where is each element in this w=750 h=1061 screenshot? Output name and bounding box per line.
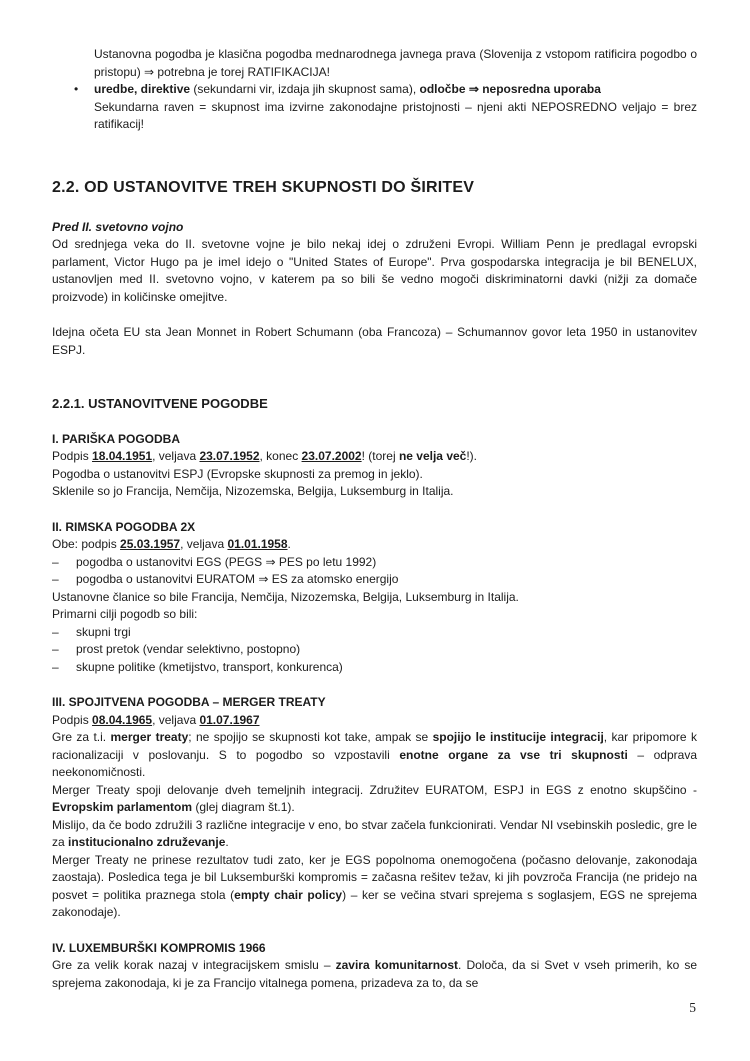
paragraph-text: Gre za t.i. merger treaty; ne spojijo se skupnosti kot take, ampak se spojijo le institucije integracij, kar pripomore k racionalizaciji v poslovanju. S to pogodbo so vzpostavili enotne organe za vse tri skupnosti – odprava neekonomičnosti. xyxy=(52,730,697,779)
dash-icon: – xyxy=(52,572,59,586)
bullet-text: uredbe, direktive (sekundarni vir, izdaja jih skupnost sama), odločbe ⇒ neposredna uporaba Sekundarna raven = skupnost ima izvirne zakonodajne pristojnosti – njeni akti NEPOSREDNO veljajo = brez ratifikacij! xyxy=(94,82,697,131)
dash-item-common-markets xyxy=(52,624,697,642)
line-merger-dates xyxy=(52,712,697,730)
list-item-text: pogodba o ustanovitvi EURATOM ⇒ ES za atomsko energijo xyxy=(76,572,399,586)
heading-pariska-pogodba xyxy=(52,431,697,449)
section-heading-2-2-1 xyxy=(52,395,697,413)
subheading-text: Pred II. svetovno vojno xyxy=(52,219,184,234)
paragraph-pre-wwii-history xyxy=(52,236,697,306)
paragraph-luxembourg-compromise-origin xyxy=(52,852,697,922)
subheading-pred-ii-svetovno-vojno xyxy=(52,219,697,237)
paragraph-merger-institutional xyxy=(52,817,697,852)
heading-text: II. RIMSKA POGODBA 2X xyxy=(52,519,196,534)
line-text: Podpis 08.04.1965, veljava 01.07.1967 xyxy=(52,712,260,727)
bullet-item-regulations-directives xyxy=(74,81,697,134)
dash-item-common-policies xyxy=(52,659,697,677)
paragraph-founding-fathers xyxy=(52,324,697,359)
paragraph-founding-treaty xyxy=(94,46,697,81)
heading-text: 2.2.1. USTANOVITVENE POGODBE xyxy=(52,396,268,411)
line-text: Podpis 18.04.1951, veljava 23.07.1952, konec 23.07.2002! (torej ne velja več!). xyxy=(52,449,478,463)
line-pariska-dates xyxy=(52,448,697,466)
dash-item-egs xyxy=(52,554,697,572)
line-text: Sklenile so jo Francija, Nemčija, Nizozemska, Belgija, Luksemburg in Italija. xyxy=(52,484,454,498)
paragraph-luxembourg-description xyxy=(52,957,697,992)
list-item-text: prost pretok (vendar selektivno, postopno) xyxy=(76,642,301,656)
paragraph-text: Gre za velik korak nazaj v integracijskem smislu – zavira komunitarnost. Določa, da si Svet v vseh primerih, ko se sprejema zakonodaja, ki je za Francijo vitalnega pomena, prizadeva za to, da se xyxy=(52,958,697,990)
line-text: Ustanovne članice so bile Francija, Nemčija, Nizozemska, Belgija, Luksemburg in Italija. xyxy=(52,589,519,604)
paragraph-text: Od srednjega veka do II. svetovne vojne je bilo nekaj idej o združeni Evropi. William Penn je predlagal evropski parlament, Victor Hugo pa je imel idejo o "United States of Europe". Prva gospodarska integracija je bil BENELUX, ustanovljen med II. svetovno vojno, v katerem pa so bili še vedno mogoči diskriminatorni davki (nižji za domače proizvode) in količinske omejitve. xyxy=(52,237,697,304)
line-text: Pogodba o ustanovitvi ESPJ (Evropske skupnosti za premog in jeklo). xyxy=(52,466,423,481)
heading-text: III. SPOJITVENA POGODBA – MERGER TREATY xyxy=(52,695,326,709)
heading-text: 2.2. OD USTANOVITVE TREH SKUPNOSTI DO ŠIRITEV xyxy=(52,178,475,196)
bullet-icon: • xyxy=(74,82,79,96)
paragraph-text: Merger Treaty spoji delovanje dveh temeljnih integracij. Združitev EURATOM, ESPJ in EGS z enotno skupščino - Evropskim parlamentom (glej diagram št.1). xyxy=(52,782,697,814)
heading-text: IV. LUXEMBURŠKI KOMPROMIS 1966 xyxy=(52,940,266,955)
paragraph-merger-description xyxy=(52,729,697,782)
line-text: Primarni cilji pogodb so bili: xyxy=(52,607,198,621)
line-text: Obe: podpis 25.03.1957, veljava 01.01.1958. xyxy=(52,537,291,551)
list-item-text: skupne politike (kmetijstvo, transport, konkurenca) xyxy=(76,659,343,674)
section-heading-2-2 xyxy=(52,178,697,198)
heading-text: I. PARIŠKA POGODBA xyxy=(52,431,181,446)
line-pariska-espj xyxy=(52,466,697,484)
dash-icon: – xyxy=(52,659,59,674)
heading-merger-treaty xyxy=(52,694,697,712)
line-rimska-members xyxy=(52,589,697,607)
list-item-text: skupni trgi xyxy=(76,624,131,639)
dash-icon: – xyxy=(52,624,59,639)
paragraph-text: Merger Treaty ne prinese rezultatov tudi zato, ker je EGS popolnoma onemogočena (počasno delovanje, zakonodaja zaostaja). Posledica tega je bil Luksemburški kompromis = začasna rešitev težav, ki jih povzroča Francija (ne pridejo na posvet = politika praznega stola (empty chair policy) – ker se večina stvari sprejema s soglasjem, EGS ne sprejema zakonodaje). xyxy=(52,852,697,919)
dash-item-free-movement xyxy=(52,641,697,659)
paragraph-text: Ustanovna pogodba je klasična pogodba mednarodnega javnega prava (Slovenija z vstopom ratificira pogodbo o pristopu) ⇒ potrebna je torej RATIFIKACIJA! xyxy=(94,47,697,79)
page-number: 5 xyxy=(689,1000,696,1015)
line-rimska-dates xyxy=(52,536,697,554)
heading-luxembourg-compromise xyxy=(52,940,697,958)
line-primary-goals xyxy=(52,606,697,624)
line-pariska-members xyxy=(52,483,697,501)
dash-icon: – xyxy=(52,554,59,569)
heading-rimska-pogodba xyxy=(52,519,697,537)
paragraph-text: Idejna očeta EU sta Jean Monnet in Robert Schumann (oba Francoza) – Schumannov govor leta 1950 in ustanovitev ESPJ. xyxy=(52,325,697,357)
dash-item-euratom xyxy=(52,571,697,589)
paragraph-merger-assembly xyxy=(52,782,697,817)
paragraph-text: Mislijo, da če bodo združili 3 različne integracije v eno, bo stvar začela funkcionirati. Vendar NI vsebinskih posledic, gre le za institucionalno združevanje. xyxy=(52,817,697,849)
list-item-text: pogodba o ustanovitvi EGS (PEGS ⇒ PES po letu 1992) xyxy=(76,554,377,569)
dash-icon: – xyxy=(52,642,59,656)
